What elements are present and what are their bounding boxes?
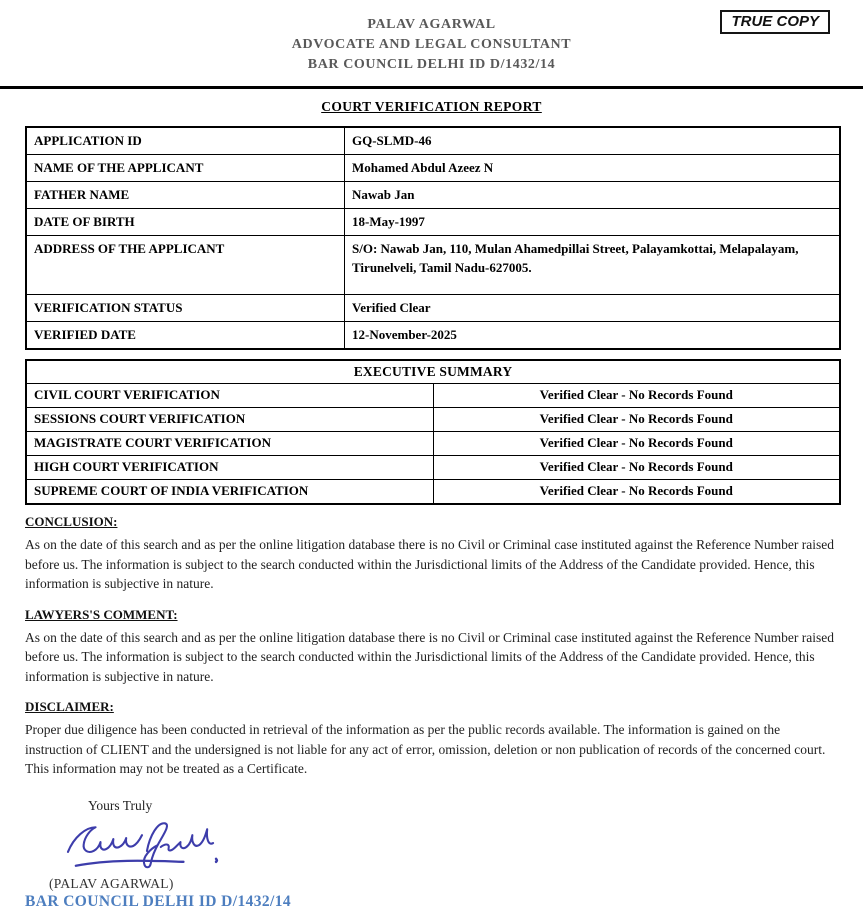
header-divider	[0, 86, 863, 89]
report-body	[25, 126, 841, 911]
row-label: APPLICATION ID	[26, 127, 345, 155]
row-label: MAGISTRATE COURT VERIFICATION	[26, 432, 433, 456]
row-label: SESSIONS COURT VERIFICATION	[26, 408, 433, 432]
advocate-name: PALAV AGARWAL	[367, 17, 496, 32]
yours-truly-text: Yours Truly	[88, 797, 153, 813]
row-value: S/O: Nawab Jan, 110, Mulan Ahamedpillai Street, Palayamkottai, Melapalayam, Tirunelveli, Tamil Nadu-627005.	[345, 236, 841, 295]
bar-council-id-line: BAR COUNCIL DELHI ID D/1432/14	[25, 892, 292, 910]
executive-summary-title: EXECUTIVE SUMMARY	[26, 360, 840, 384]
row-label: CIVIL COURT VERIFICATION	[26, 384, 433, 408]
row-value: Verified Clear - No Records Found	[433, 408, 840, 432]
disclaimer-text: Proper due diligence has been conducted in retrieval of the information as per the public records available. The information is gained on the instruction of CLIENT and the undersigned is not liable for any act of error, omission, deletion or non publication of records of the concerned court. This information may not be treated as a Certificate.	[25, 722, 826, 776]
table-row	[26, 480, 840, 505]
applicant-details-table	[25, 126, 841, 350]
lawyers-comment-text: As on the date of this search and as per the online litigation database there is no Civil or Criminal case instituted against the Reference Number raised before us. The information is subject to the search conducted within the Jurisdictional limits of the Address of the Candidate provided. Hence, this information is subjective in nature.	[25, 629, 835, 684]
table-row	[26, 456, 840, 480]
row-value: 12-November-2025	[345, 322, 841, 350]
row-label: ADDRESS OF THE APPLICANT	[26, 236, 345, 295]
row-value: 18-May-1997	[345, 209, 841, 236]
row-value: Verified Clear - No Records Found	[433, 480, 840, 505]
lawyers-comment-heading: LAWYERS'S COMMENT:	[25, 606, 178, 622]
row-value: Mohamed Abdul Azeez N	[345, 155, 841, 182]
table-row	[26, 408, 840, 432]
page-title: COURT VERIFICATION REPORT	[321, 99, 542, 114]
table-row	[26, 295, 840, 322]
row-value: Nawab Jan	[345, 182, 841, 209]
true-copy-stamp: TRUE COPY	[720, 10, 830, 34]
row-value: Verified Clear	[345, 295, 841, 322]
table-row	[26, 384, 840, 408]
handwritten-signature-icon	[63, 818, 221, 876]
table-row	[26, 209, 840, 236]
signer-name: (PALAV AGARWAL)	[49, 875, 174, 891]
table-header-row	[26, 360, 840, 384]
row-label: HIGH COURT VERIFICATION	[26, 456, 433, 480]
row-value: Verified Clear - No Records Found	[433, 384, 840, 408]
row-label: DATE OF BIRTH	[26, 209, 345, 236]
table-row	[26, 155, 840, 182]
row-label: FATHER NAME	[26, 182, 345, 209]
row-label: VERIFIED DATE	[26, 322, 345, 350]
row-label: NAME OF THE APPLICANT	[26, 155, 345, 182]
conclusion-text: As on the date of this search and as per the online litigation database there is no Civil or Criminal case instituted against the Reference Number raised before us. The information is subject to the search conducted within the Jurisdictional limits of the Address of the Candidate provided. Hence, this information is subjective in nature.	[25, 537, 835, 591]
table-row	[26, 236, 840, 295]
row-value: Verified Clear - No Records Found	[433, 432, 840, 456]
table-row	[26, 322, 840, 350]
disclaimer-heading: DISCLAIMER:	[25, 699, 114, 714]
row-value: GQ-SLMD-46	[345, 127, 841, 155]
row-label: SUPREME COURT OF INDIA VERIFICATION	[26, 480, 433, 505]
conclusion-heading: CONCLUSION:	[25, 514, 118, 529]
row-label: VERIFICATION STATUS	[26, 295, 345, 322]
advocate-bar-id: BAR COUNCIL DELHI ID D/1432/14	[307, 57, 556, 72]
table-row	[26, 432, 840, 456]
signature-block	[63, 818, 841, 876]
executive-summary-table	[25, 359, 841, 505]
table-row	[26, 182, 840, 209]
table-row	[26, 127, 840, 155]
advocate-role: ADVOCATE AND LEGAL CONSULTANT	[291, 37, 572, 52]
row-value: Verified Clear - No Records Found	[433, 456, 840, 480]
